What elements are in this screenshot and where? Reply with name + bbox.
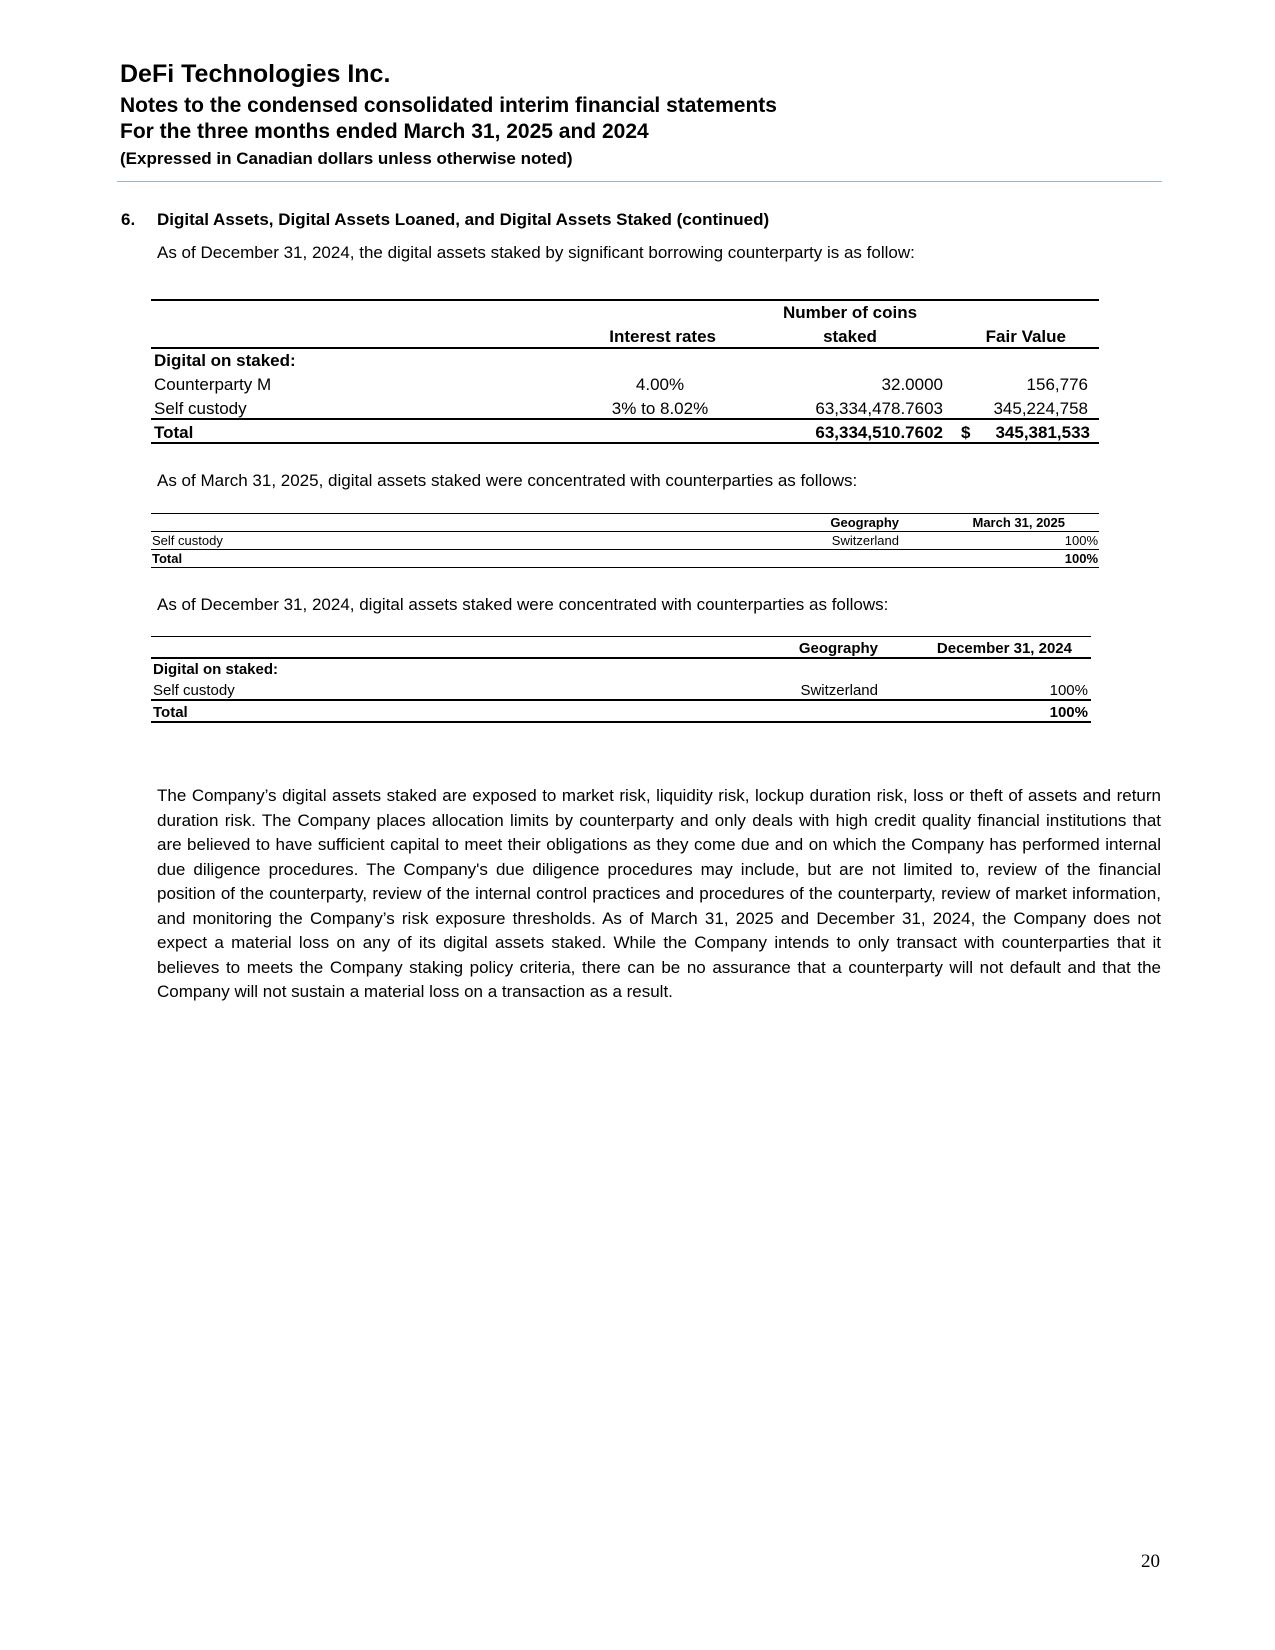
- table2-intro: As of March 31, 2025, digital assets staked were concentrated with counterparties as follows:: [157, 471, 858, 490]
- table1-row-value: 156,776: [1026, 375, 1088, 394]
- period-title: For the three months ended March 31, 2025 and 2024: [120, 120, 649, 143]
- table2-total-label: Total: [152, 551, 183, 566]
- table2-total-pct: 100%: [1064, 551, 1098, 566]
- table1-row-value: 345,224,758: [993, 399, 1088, 418]
- table1-header-coins-line2: staked: [823, 327, 877, 346]
- table1-intro: As of December 31, 2024, the digital assets staked by significant borrowing counterparty is as follow:: [157, 243, 915, 262]
- table1-row-name: Counterparty M: [154, 375, 272, 394]
- table3-total-label: Total: [153, 704, 188, 721]
- table1-group-label: Digital on staked:: [154, 351, 296, 370]
- page-number: 20: [1141, 1551, 1160, 1572]
- table2-bottom-rule: [151, 567, 1099, 568]
- table2-row-name: Self custody: [152, 533, 223, 548]
- table1-total-top-rule: [151, 418, 1099, 420]
- table3-total-top-rule: [151, 699, 1091, 701]
- table2-row-geography: Switzerland: [831, 533, 899, 548]
- table1-top-rule: [151, 299, 1099, 301]
- table1-total-label: Total: [154, 423, 194, 442]
- table1-header-fair-value: Fair Value: [985, 327, 1066, 346]
- table1-total-coins: 63,334,510.7602: [815, 423, 943, 442]
- table3-row-geography: Switzerland: [800, 682, 878, 699]
- table3-bottom-rule: [151, 721, 1091, 723]
- table1-header-interest-rates: Interest rates: [609, 327, 716, 346]
- currency-note: (Expressed in Canadian dollars unless otherwise noted): [120, 149, 573, 168]
- table2-header-rule: [151, 531, 1099, 532]
- table1-header-rule: [151, 347, 1099, 349]
- notes-title: Notes to the condensed consolidated interim financial statements: [120, 94, 777, 117]
- table3-intro: As of December 31, 2024, digital assets staked were concentrated with counterparties as follows:: [157, 595, 889, 614]
- company-name: DeFi Technologies Inc.: [120, 60, 391, 88]
- table3-header-geography: Geography: [798, 640, 878, 657]
- table2-top-rule: [151, 513, 1099, 514]
- table3-header-date: December 31, 2024: [936, 640, 1072, 657]
- table1-row-rate: 3% to 8.02%: [611, 399, 709, 418]
- table2-header-date: March 31, 2025: [972, 515, 1065, 530]
- table3-total-pct: 100%: [1049, 704, 1088, 721]
- section-title: Digital Assets, Digital Assets Loaned, and Digital Assets Staked (continued): [157, 210, 770, 229]
- section-number: 6.: [121, 210, 136, 229]
- table2-row-pct: 100%: [1064, 533, 1098, 548]
- risk-paragraph: The Company’s digital assets staked are exposed to market risk, liquidity risk, lockup duration risk, loss or theft of assets and return duration risk. The Company places allocation limits by counterparty and only deals with high credit quality financial institutions that are believed to have sufficient capital to meet their obligations as they come due and on which the Company has performed internal due diligence procedures. The Company's due diligence procedures may include, but are not limited to, review of the financial position of the counterparty, review of the internal control practices and procedures of the counterparty, review of market information, and monitoring the Company’s risk exposure thresholds. As of March 31, 2025 and December 31, 2024, the Company does not expect a material loss on any of its digital assets staked. While the Company intends to only transact with counterparties that it believes to meets the Company staking policy criteria, there can be no assurance that a counterparty will not default and that the Company will not sustain a material loss on a transaction as a result.: [157, 786, 1161, 1001]
- table1-bottom-rule: [151, 442, 1099, 444]
- table1-header-coins-line1: Number of coins: [782, 303, 918, 322]
- table2-total-top-rule: [151, 549, 1099, 550]
- table3-row-pct: 100%: [1049, 682, 1088, 699]
- table1-row-coins: 32.0000: [881, 375, 943, 394]
- table1-total-value: 345,381,533: [995, 423, 1090, 442]
- table1-row-rate: 4.00%: [635, 375, 685, 394]
- header-divider: [117, 181, 1162, 182]
- table3-top-rule: [151, 636, 1091, 637]
- table1-total-currency: $: [961, 423, 971, 442]
- table1-row-coins: 63,334,478.7603: [815, 399, 943, 418]
- table3-row-name: Self custody: [153, 682, 235, 699]
- table1-row-name: Self custody: [154, 399, 247, 418]
- table3-group-label: Digital on staked:: [153, 661, 279, 678]
- table2-header-geography: Geography: [830, 515, 899, 530]
- table3-header-rule: [151, 657, 1091, 659]
